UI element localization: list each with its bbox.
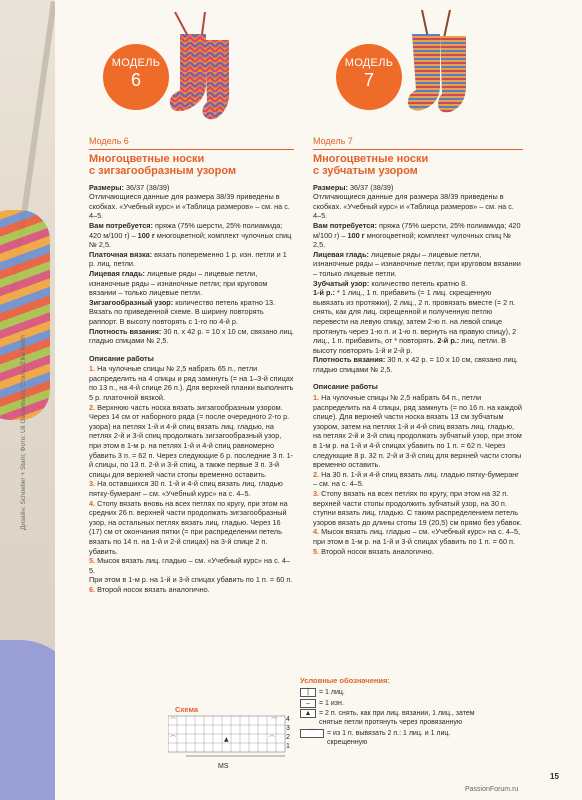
knitting-chart bbox=[168, 712, 298, 762]
svg-text:⌒: ⌒ bbox=[271, 718, 278, 725]
glad-text: лицевые ряды – лицевые петли, изнаночные ряды – изнаночные петли; при круговом вязании – только лицевые петли. bbox=[313, 249, 521, 278]
density-text: 30 п. x 42 р. = 10 x 10 см, связано лиц. гладью спицами № 2,5. bbox=[313, 355, 518, 374]
description-heading: Описание работы bbox=[89, 353, 154, 363]
sizes-heading: Размеры: bbox=[313, 182, 348, 192]
step-number: 4. bbox=[313, 527, 320, 537]
step bbox=[313, 547, 523, 557]
glad-para bbox=[89, 269, 294, 298]
toothed-para bbox=[313, 279, 523, 289]
legend-text: = 2 п. снять, как при лиц. вязании, 1 лиц., затем снятые петли протянуть через провязанную bbox=[319, 710, 475, 726]
model7-title bbox=[313, 153, 523, 178]
step-text: На чулочные спицы № 2,5 набрать 64 п., петли распределить на 4 спицы, ряд замкнуть (= по 16 п. на каждой спице). Для верхней части носка вязать 13 см зубчатым узором, затем на петлях 1-й и 4-й спиц вязать лиц. гладью, на петлях 2-й и 3-й спиц продолжать зубчатый узор, при этом в 1-м р. на 1-й и 4-й спицах убавить по 1 п. = 62 п. Через следующие 8 р. 32 п. 2-й и 3-й спиц для верхней части стопы временно оставить. bbox=[313, 393, 522, 470]
knit-symbol-icon: | bbox=[300, 688, 316, 697]
legend-item bbox=[300, 699, 480, 708]
sizes-note: Отличающиеся данные для размера 38/39 приведены в скобках. «Учебный курс» и «Таблица размеров» – см. на с. 4–5. bbox=[89, 192, 290, 221]
row-numbers bbox=[286, 715, 290, 751]
step bbox=[89, 585, 294, 595]
density-para bbox=[89, 327, 294, 346]
step-text: Мысок вязать лиц. гладью – см. «Учебный курс» на с. 4–5, при этом в 1-м р. на 1-й и 3-й спицах убавить по 1 п. = 60 п. bbox=[313, 527, 521, 546]
row-number: 2 bbox=[286, 734, 290, 741]
model6-column bbox=[89, 137, 294, 595]
zigzag-heading: Зигзагообразный узор: bbox=[89, 297, 174, 307]
title-line: с зубчатым узором bbox=[313, 165, 418, 178]
sizes-heading: Размеры: bbox=[89, 182, 124, 192]
model7-column bbox=[313, 137, 523, 556]
legend-title: Условные обозначения: bbox=[300, 676, 390, 685]
materials-heading: Вам потребуется: bbox=[313, 220, 377, 230]
glad-text: лицевые ряды – лицевые петли, изнаночные ряды – изнаночные петли; при круговом вязании – только лицевые петли. bbox=[89, 268, 268, 298]
step bbox=[313, 527, 523, 546]
scheme-title: Схема bbox=[175, 705, 199, 714]
svg-text:⌒: ⌒ bbox=[170, 736, 177, 743]
step bbox=[89, 499, 294, 557]
model7-label: Модель 7 bbox=[313, 136, 353, 146]
density-heading: Плотность вязания: bbox=[89, 326, 162, 336]
density-para bbox=[313, 355, 523, 374]
sizes-value: 36/37 (38/39) bbox=[347, 182, 394, 192]
title-line: с зигзагообразным узором bbox=[89, 165, 237, 178]
zigzag-text: количество петель кратно 13. Вязать по приведенной схеме. В ширину повторять раппорт. В высоту повторять с 1-го по 4-й р. bbox=[89, 297, 276, 326]
model6-sock-image bbox=[165, 12, 245, 124]
step-number: 1. bbox=[89, 364, 96, 374]
step-number: 4. bbox=[89, 498, 96, 508]
toothed-text: количество петель кратно 8. bbox=[369, 278, 468, 288]
materials-heading: Вам потребуется: bbox=[89, 220, 153, 230]
row-number: 3 bbox=[286, 725, 290, 732]
step-text: Второй носок вязать аналогично. bbox=[319, 546, 434, 556]
svg-text:⌒: ⌒ bbox=[269, 736, 276, 743]
plat-text: вязать попеременно 1 р. изн. петли и 1 р. лиц. петли. bbox=[89, 249, 287, 269]
step bbox=[89, 364, 294, 402]
materials-amount: 100 г bbox=[347, 230, 365, 240]
sizes-value: 36/37 (38/39) bbox=[123, 182, 170, 192]
step-text: Стопу вязать на всех петлях по кругу, при этом на 32 п. верхней части стопы продолжить зубчатый узор, на 30 п. ступни вязать лиц. гладью. С таким распределением петель узоров вязать до длины стопы 19 (20,5) см прямо без убавок. bbox=[313, 489, 522, 527]
step bbox=[89, 575, 294, 585]
density-heading: Плотность вязания: bbox=[313, 355, 386, 365]
watermark: PassionForum.ru bbox=[465, 786, 519, 793]
step-number: 2. bbox=[89, 402, 96, 412]
materials-para bbox=[313, 221, 523, 250]
sizes-para bbox=[313, 183, 523, 193]
step bbox=[313, 489, 523, 527]
step bbox=[313, 393, 523, 470]
step-text: На оставшихся 30 п. 1-й и 4-й спиц вязать лиц. гладью пятку-бумеранг – см. «Учебный курс» на с. 4–5. bbox=[89, 479, 283, 498]
photo-credit: Дизайн: Schoeller + Stahl; Фото: Uli Glasemann; Стиль: Elke Reith bbox=[20, 335, 27, 530]
step bbox=[89, 556, 294, 575]
step-number: 3. bbox=[313, 489, 320, 498]
legend-text: = из 1 п. вывязать 2 п.: 1 лиц. и 1 лиц. скрещенную bbox=[327, 729, 451, 746]
plat-para bbox=[89, 250, 294, 269]
legend-item bbox=[300, 688, 480, 697]
step-number: 5. bbox=[313, 546, 320, 556]
increase-symbol-icon: ⌒ bbox=[300, 729, 324, 738]
glad-heading: Лицевая гладь: bbox=[313, 249, 369, 259]
materials-text: многоцветной; комплект чулочных спиц № 2,5. bbox=[89, 230, 292, 250]
title-line: Многоцветные носки bbox=[89, 152, 205, 165]
step-text: Второй носок вязать аналогично. bbox=[95, 584, 210, 594]
step-number: 3. bbox=[89, 479, 96, 489]
step-text: Верхнюю часть носка вязать зигзагообразным узором. Через 14 см от наборного ряда (= после очередного 2-го р. узора) на петлях 1-й и 4-й спиц вязать лиц. гладью, на петлях 2-й и 3-й спиц продолжать зигзагообразный узор, при этом в 1-м р. на петлях 1-й и 4-й спиц равномерно убавить 3 п. = 62 п. Через следующие 6 р. последние 3 п. 1-й спицы, по 13 п. 2-й и 3-й спиц, а также первые 3 п. 3-й спицы для верхней части стопы временно оставить. bbox=[89, 402, 294, 479]
row-number: 1 bbox=[286, 743, 290, 750]
step-text: На чулочные спицы № 2,5 набрать 65 п., петли распределить на 4 спицы и ряд замкнуть (= на 1–3-й спицах по 13 п., на 4-й спице 26 п.). Для верхней планки выполнить 5 р. платочной вязкой. bbox=[89, 364, 294, 403]
model7-sock-image bbox=[400, 10, 480, 122]
row2-text: лиц. петли. В высоту повторять 1-й и 2-й р. bbox=[313, 336, 507, 355]
step bbox=[89, 403, 294, 480]
row2-heading: 2-й р.: bbox=[437, 336, 460, 346]
svg-text:▲: ▲ bbox=[224, 736, 229, 743]
badge-number: 7 bbox=[363, 70, 374, 90]
left-decor-strip bbox=[0, 0, 55, 800]
plat-heading: Платочная вязка: bbox=[89, 249, 153, 259]
step-text: На 30 п. 1-й и 4-й спиц вязать лиц. гладью пятку-бумеранг – см. на с. 4–5. bbox=[313, 469, 519, 489]
divider bbox=[313, 149, 523, 150]
step-number: 2. bbox=[313, 469, 320, 479]
glad-heading: Лицевая гладь: bbox=[89, 268, 145, 278]
step-number: 5. bbox=[89, 556, 96, 566]
step-number: 1. bbox=[313, 393, 320, 403]
toothed-heading: Зубчатый узор: bbox=[313, 278, 370, 288]
materials-para bbox=[89, 221, 294, 250]
step bbox=[313, 470, 523, 489]
model6-badge bbox=[103, 44, 169, 110]
decrease-symbol-icon: ▲ bbox=[300, 709, 316, 718]
row1-heading: 1-й р.: bbox=[313, 288, 335, 298]
badge-number: 6 bbox=[130, 70, 141, 90]
materials-text: многоцветной; комплект чулочных спиц № 2,5. bbox=[313, 230, 511, 250]
model7-badge bbox=[336, 44, 402, 110]
legend-text: = 1 лиц. bbox=[319, 689, 345, 696]
badge-word: МОДЕЛЬ bbox=[344, 57, 394, 69]
materials-amount: 100 г bbox=[137, 230, 155, 240]
materials-text: пряжа (75% шерсти, 25% полиамида; 420 м/100 г) – bbox=[313, 220, 521, 240]
legend-item bbox=[300, 729, 480, 747]
page-number: 15 bbox=[550, 772, 559, 781]
purl-symbol-icon: – bbox=[300, 699, 316, 708]
row1-text: * 1 лиц., 1 п. прибавить (= 1 лиц. скрещенную вывязать из протяжки), 2 лиц., 2 п. провязать вместе (= 2 п. снять, как для лиц. скрещенной и полученную петлю перевести на левую спицу, затем 2-ю п. на левой спице протянуть через 1-ю п. и 1-ю п. вернуть на правую спицу), 2 лиц., 1 п. прибавить, от * повторять. bbox=[313, 288, 517, 346]
model6-label: Модель 6 bbox=[89, 136, 129, 146]
materials-text: пряжа (75% шерсти, 25% полиамида; 420 м/100 г) – bbox=[89, 220, 283, 240]
glad-para bbox=[313, 250, 523, 279]
density-text: 30 п. x 42 р. = 10 x 10 см, связано лиц. гладью спицами № 2,5. bbox=[89, 326, 294, 346]
model6-title bbox=[89, 153, 294, 178]
step-text: Стопу вязать вновь на всех петлях по кругу, при этом на средних 26 п. верхней части продолжать зигзагообразный узор, на остальных петлях вязать лиц. гладью. Через 16 (17) см от окончания пятки (= при распределении петель вязать по 14 п. на 1-й и 2-й спицах) на 3-й спице 2 п. убавить. bbox=[89, 498, 288, 556]
legend-text: = 1 изн. bbox=[319, 699, 344, 707]
row1-para bbox=[313, 288, 523, 355]
badge-word: МОДЕЛЬ bbox=[111, 57, 161, 69]
step bbox=[89, 479, 294, 498]
strip-blue-fabric bbox=[0, 640, 55, 800]
sizes-note: Отличающиеся данные для размера 38/39 приведены в скобках. «Учебный курс» и «Таблица размеров» – см. на с. 4–5. bbox=[313, 192, 514, 221]
step-text: Мысок вязать лиц. гладью – см. «Учебный курс» на с. 4–5. bbox=[89, 556, 290, 575]
zigzag-para bbox=[89, 298, 294, 327]
step-text: При этом в 1-м р. на 1-й и 3-й спицах убавить по 1 п. = 60 п. bbox=[89, 575, 293, 585]
description-heading: Описание работы bbox=[313, 382, 378, 392]
svg-text:⌒: ⌒ bbox=[170, 718, 177, 725]
sizes-para bbox=[89, 183, 294, 193]
step-number: 6. bbox=[89, 584, 96, 594]
legend bbox=[300, 688, 480, 748]
divider bbox=[89, 149, 294, 150]
ms-label: MS bbox=[218, 763, 229, 770]
legend-item bbox=[300, 709, 480, 727]
row-number: 4 bbox=[286, 716, 290, 723]
title-line: Многоцветные носки bbox=[313, 152, 429, 165]
